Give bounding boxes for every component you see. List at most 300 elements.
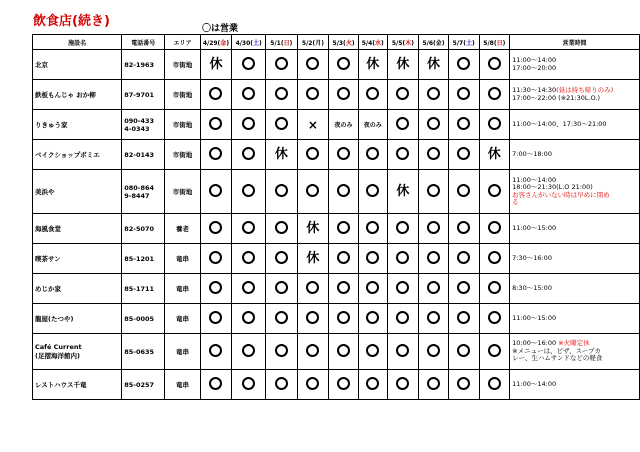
table-row bbox=[33, 140, 640, 170]
status-cell bbox=[329, 80, 359, 110]
status-cell bbox=[297, 304, 329, 334]
status-cell bbox=[297, 334, 329, 370]
hours-line: 11:00～15:00 bbox=[512, 223, 557, 232]
status-cell bbox=[329, 170, 359, 214]
status-cell bbox=[297, 274, 329, 304]
business-hours bbox=[510, 170, 640, 214]
status-cell bbox=[419, 370, 449, 400]
status-cell bbox=[200, 170, 232, 214]
open-circle-icon bbox=[209, 221, 222, 234]
hours-line: 8:30～15:00 bbox=[512, 283, 552, 292]
date-label: 5/2( bbox=[301, 39, 316, 47]
open-circle-icon bbox=[427, 377, 440, 390]
open-circle-icon bbox=[488, 221, 501, 234]
hours-line: お客さんがいない時は早めに閉め bbox=[512, 190, 610, 199]
header-area: エリア bbox=[165, 35, 200, 50]
status-cell bbox=[329, 110, 359, 140]
area-name: 市街地 bbox=[165, 140, 200, 170]
open-circle-icon bbox=[242, 87, 255, 100]
hours-line: ※メニューは、ピザ、スープカ bbox=[512, 346, 601, 355]
open-circle-icon bbox=[366, 251, 379, 264]
table-row bbox=[33, 214, 640, 244]
status-cell bbox=[200, 334, 232, 370]
weekday-label: 火 bbox=[345, 39, 352, 47]
weekday-label: 金 bbox=[220, 39, 227, 47]
closed-mark: 休 bbox=[306, 251, 320, 266]
weekday-label: 土 bbox=[253, 39, 260, 47]
open-circle-icon bbox=[275, 87, 288, 100]
restaurant-name: 龍屋(たつや) bbox=[33, 304, 122, 334]
open-circle-icon bbox=[242, 344, 255, 357]
hours-line: 18:00～21:30(L.O 21:00) bbox=[512, 183, 593, 191]
status-cell bbox=[387, 110, 419, 140]
area-name: 市街地 bbox=[165, 50, 200, 80]
status-cell bbox=[232, 170, 266, 214]
status-cell bbox=[387, 370, 419, 400]
status-cell bbox=[448, 50, 479, 80]
open-circle-icon bbox=[366, 221, 379, 234]
status-cell bbox=[329, 334, 359, 370]
status-cell bbox=[479, 140, 510, 170]
date-label: 5/7( bbox=[452, 39, 466, 47]
status-cell bbox=[200, 80, 232, 110]
open-circle-icon bbox=[306, 344, 319, 357]
open-circle-icon bbox=[427, 117, 440, 130]
status-cell bbox=[358, 170, 387, 214]
status-cell bbox=[479, 170, 510, 214]
date-label: 5/5( bbox=[391, 39, 406, 47]
status-cell bbox=[448, 110, 479, 140]
open-circle-icon bbox=[427, 184, 440, 197]
weekday-label: 金 bbox=[435, 39, 442, 47]
phone-number: 82-0143 bbox=[122, 140, 165, 170]
open-circle-icon bbox=[427, 281, 440, 294]
weekday-label: 月 bbox=[315, 39, 322, 47]
status-cell bbox=[479, 80, 510, 110]
area-name: 竜串 bbox=[165, 274, 200, 304]
status-cell bbox=[479, 304, 510, 334]
closed-mark: 休 bbox=[366, 57, 380, 72]
open-circle-icon bbox=[337, 377, 350, 390]
header-date: 4/29(金) bbox=[200, 35, 232, 50]
restaurant-name: りきゅう家 bbox=[33, 110, 122, 140]
hours-line: 11:30～14:30(昼は持ち帰りのみ) bbox=[512, 86, 614, 94]
open-circle-icon bbox=[337, 251, 350, 264]
phone-number: 85-1711 bbox=[122, 274, 165, 304]
header-date: 5/7(土) bbox=[448, 35, 479, 50]
status-cell bbox=[266, 140, 298, 170]
status-cell bbox=[200, 244, 232, 274]
area-name: 竜串 bbox=[165, 304, 200, 334]
open-circle-icon bbox=[488, 184, 501, 197]
status-cell bbox=[387, 214, 419, 244]
area-name: 市街地 bbox=[165, 170, 200, 214]
open-circle-icon bbox=[275, 311, 288, 324]
open-circle-icon bbox=[242, 57, 255, 70]
status-cell bbox=[358, 110, 387, 140]
open-circle-icon bbox=[396, 221, 409, 234]
open-circle-icon bbox=[209, 117, 222, 130]
table-row bbox=[33, 274, 640, 304]
status-cell bbox=[200, 274, 232, 304]
status-cell bbox=[266, 370, 298, 400]
status-cell bbox=[387, 140, 419, 170]
open-circle-icon bbox=[427, 87, 440, 100]
hours-line: 11:00～14:00 bbox=[512, 379, 557, 388]
status-cell bbox=[419, 110, 449, 140]
table-row bbox=[33, 244, 640, 274]
business-hours bbox=[510, 110, 640, 140]
open-circle-icon bbox=[209, 311, 222, 324]
status-cell bbox=[232, 140, 266, 170]
status-cell bbox=[329, 50, 359, 80]
open-circle-icon bbox=[306, 87, 319, 100]
status-cell bbox=[448, 334, 479, 370]
open-circle-icon bbox=[488, 377, 501, 390]
status-cell bbox=[266, 244, 298, 274]
open-circle-icon bbox=[306, 377, 319, 390]
status-cell bbox=[297, 80, 329, 110]
open-circle-icon bbox=[366, 311, 379, 324]
open-circle-icon bbox=[209, 377, 222, 390]
open-circle-icon bbox=[275, 344, 288, 357]
status-cell bbox=[419, 50, 449, 80]
restaurant-name: めじか家 bbox=[33, 274, 122, 304]
header-date: 5/1(日) bbox=[266, 35, 298, 50]
status-cell bbox=[358, 80, 387, 110]
open-circle-icon bbox=[396, 117, 409, 130]
date-label: 5/4( bbox=[361, 39, 376, 47]
table-row bbox=[33, 370, 640, 400]
restaurant-name: 海風食堂 bbox=[33, 214, 122, 244]
date-label: 4/30( bbox=[235, 39, 254, 47]
business-hours bbox=[510, 334, 640, 370]
open-circle-icon bbox=[242, 281, 255, 294]
open-circle-icon bbox=[457, 221, 470, 234]
page-title: 飲食店(続き) bbox=[33, 14, 110, 29]
open-circle-icon bbox=[457, 281, 470, 294]
open-circle-icon bbox=[457, 147, 470, 160]
weekday-label: 日 bbox=[496, 39, 503, 47]
header-date: 4/30(土) bbox=[232, 35, 266, 50]
open-circle-icon bbox=[275, 377, 288, 390]
restaurant-name: 鉄板もんじゃ おか柳 bbox=[33, 80, 122, 110]
business-hours bbox=[510, 80, 640, 110]
header-date: 5/8(日) bbox=[479, 35, 510, 50]
open-circle-icon bbox=[275, 281, 288, 294]
date-label: 4/29( bbox=[202, 39, 221, 47]
open-circle-icon bbox=[306, 311, 319, 324]
status-cell bbox=[200, 214, 232, 244]
status-cell bbox=[297, 50, 329, 80]
status-cell bbox=[266, 214, 298, 244]
status-cell bbox=[297, 170, 329, 214]
business-hours bbox=[510, 214, 640, 244]
area-name: 養老 bbox=[165, 214, 200, 244]
status-cell bbox=[419, 170, 449, 214]
table-row bbox=[33, 50, 640, 80]
hours-line: 11:00～14:00 bbox=[512, 175, 557, 184]
status-cell bbox=[266, 170, 298, 214]
table-row bbox=[33, 334, 640, 370]
status-cell bbox=[479, 214, 510, 244]
phone-number: 85-0005 bbox=[122, 304, 165, 334]
open-circle-icon bbox=[209, 281, 222, 294]
status-cell bbox=[232, 80, 266, 110]
table-row bbox=[33, 304, 640, 334]
status-cell bbox=[232, 334, 266, 370]
evening-only-mark: 夜のみ bbox=[363, 122, 382, 129]
status-cell bbox=[448, 80, 479, 110]
header-hours: 営業時間 bbox=[510, 35, 640, 50]
status-cell bbox=[358, 140, 387, 170]
status-cell bbox=[266, 50, 298, 80]
hours-line: 7:30～16:00 bbox=[512, 253, 552, 262]
open-circle-icon bbox=[488, 117, 501, 130]
weekday-label: 日 bbox=[283, 39, 290, 47]
evening-only-mark: 夜のみ bbox=[334, 122, 353, 129]
hours-line: 11:00～14:00 bbox=[512, 56, 557, 64]
status-cell bbox=[358, 370, 387, 400]
status-cell bbox=[358, 244, 387, 274]
open-circle-icon bbox=[366, 281, 379, 294]
status-cell bbox=[232, 304, 266, 334]
status-cell bbox=[266, 304, 298, 334]
status-cell bbox=[448, 214, 479, 244]
status-cell bbox=[448, 274, 479, 304]
open-circle-icon bbox=[242, 184, 255, 197]
status-cell bbox=[387, 274, 419, 304]
open-circle-icon bbox=[242, 147, 255, 160]
open-circle-icon bbox=[457, 251, 470, 264]
status-cell bbox=[387, 170, 419, 214]
restaurant-name: レストハウス千竜 bbox=[33, 370, 122, 400]
status-cell bbox=[387, 304, 419, 334]
open-circle-icon bbox=[366, 377, 379, 390]
closed-mark: 休 bbox=[427, 57, 441, 72]
restaurant-name: 美浜や bbox=[33, 170, 122, 214]
status-cell bbox=[358, 214, 387, 244]
status-cell bbox=[232, 110, 266, 140]
status-cell bbox=[479, 110, 510, 140]
status-cell bbox=[387, 334, 419, 370]
status-cell bbox=[329, 370, 359, 400]
status-cell bbox=[448, 170, 479, 214]
status-cell bbox=[266, 274, 298, 304]
business-hours bbox=[510, 304, 640, 334]
closed-mark: 休 bbox=[487, 147, 501, 162]
open-circle-icon bbox=[337, 311, 350, 324]
hours-line: 17:00～20:00 bbox=[512, 63, 557, 72]
open-circle-icon bbox=[275, 117, 288, 130]
status-cell bbox=[479, 274, 510, 304]
open-circle-icon bbox=[209, 344, 222, 357]
hours-line: 11:00～14:00、17:30～21:00 bbox=[512, 119, 607, 128]
status-cell bbox=[387, 80, 419, 110]
header-date: 5/2(月) bbox=[297, 35, 329, 50]
status-cell bbox=[419, 140, 449, 170]
table-row bbox=[33, 80, 640, 110]
open-circle-icon bbox=[242, 251, 255, 264]
open-circle-icon bbox=[337, 87, 350, 100]
open-circle-icon bbox=[242, 221, 255, 234]
open-circle-icon bbox=[366, 184, 379, 197]
status-cell bbox=[297, 214, 329, 244]
open-circle-icon bbox=[275, 221, 288, 234]
open-circle-icon bbox=[427, 221, 440, 234]
status-cell bbox=[448, 244, 479, 274]
table-row bbox=[33, 170, 640, 214]
cross-mark: × bbox=[307, 117, 318, 132]
open-circle-icon bbox=[427, 251, 440, 264]
status-cell bbox=[297, 370, 329, 400]
date-label: 5/3( bbox=[332, 39, 346, 47]
status-cell bbox=[419, 334, 449, 370]
open-circle-icon bbox=[366, 147, 379, 160]
status-cell bbox=[358, 334, 387, 370]
area-name: 竜串 bbox=[165, 370, 200, 400]
header-name: 施設名 bbox=[33, 35, 122, 50]
open-circle-icon bbox=[337, 221, 350, 234]
status-cell bbox=[232, 50, 266, 80]
closed-mark: 休 bbox=[396, 57, 410, 72]
status-cell bbox=[479, 370, 510, 400]
open-circle-icon bbox=[457, 184, 470, 197]
header-date: 5/6(金) bbox=[419, 35, 449, 50]
open-circle-icon bbox=[306, 147, 319, 160]
status-cell bbox=[329, 244, 359, 274]
open-circle-icon bbox=[396, 251, 409, 264]
status-cell bbox=[419, 244, 449, 274]
open-circle-icon bbox=[366, 87, 379, 100]
closed-mark: 休 bbox=[396, 184, 410, 199]
status-cell bbox=[479, 244, 510, 274]
open-circle-icon bbox=[275, 184, 288, 197]
business-hours bbox=[510, 140, 640, 170]
phone-number: 82-1963 bbox=[122, 50, 165, 80]
open-circle-icon bbox=[396, 147, 409, 160]
open-circle-icon bbox=[209, 184, 222, 197]
status-cell bbox=[479, 50, 510, 80]
open-circle-icon bbox=[242, 311, 255, 324]
status-cell bbox=[419, 274, 449, 304]
phone-number: 090-4334-0343 bbox=[122, 110, 165, 140]
open-circle-icon bbox=[488, 251, 501, 264]
hours-line: る bbox=[512, 198, 519, 206]
status-cell bbox=[266, 80, 298, 110]
status-cell bbox=[358, 50, 387, 80]
phone-number: 85-0257 bbox=[122, 370, 165, 400]
open-circle-icon bbox=[275, 251, 288, 264]
header-tel: 電話番号 bbox=[122, 35, 165, 50]
open-circle-icon bbox=[337, 281, 350, 294]
status-cell bbox=[200, 50, 232, 80]
hours-line: レー、生ハムサンドなどの軽食 bbox=[512, 354, 603, 363]
restaurant-name: 北京 bbox=[33, 50, 122, 80]
status-cell bbox=[358, 304, 387, 334]
status-cell bbox=[297, 140, 329, 170]
status-cell bbox=[329, 274, 359, 304]
open-circle-icon bbox=[242, 377, 255, 390]
date-label: 5/8( bbox=[483, 39, 497, 47]
status-cell bbox=[200, 140, 232, 170]
open-circle-icon bbox=[427, 311, 440, 324]
open-circle-icon bbox=[396, 311, 409, 324]
hours-line: 10:00～16:00 ※火曜定休 bbox=[512, 339, 590, 348]
open-circle-icon bbox=[488, 281, 501, 294]
status-cell bbox=[200, 370, 232, 400]
open-circle-icon bbox=[337, 57, 350, 70]
open-circle-icon bbox=[488, 57, 501, 70]
status-cell bbox=[358, 274, 387, 304]
business-hours bbox=[510, 244, 640, 274]
open-circle-icon bbox=[306, 281, 319, 294]
open-circle-icon bbox=[306, 57, 319, 70]
status-cell bbox=[297, 244, 329, 274]
phone-number: 87-9701 bbox=[122, 80, 165, 110]
hours-line: 7:00～18:00 bbox=[512, 149, 552, 158]
open-circle-icon bbox=[488, 87, 501, 100]
status-cell bbox=[200, 304, 232, 334]
open-circle-icon bbox=[337, 184, 350, 197]
status-cell bbox=[419, 214, 449, 244]
date-label: 5/6( bbox=[422, 39, 436, 47]
status-cell bbox=[387, 244, 419, 274]
status-cell bbox=[419, 80, 449, 110]
area-name: 竜串 bbox=[165, 334, 200, 370]
open-circle-icon bbox=[457, 117, 470, 130]
table-body bbox=[33, 50, 640, 400]
status-cell bbox=[387, 50, 419, 80]
closed-mark: 休 bbox=[274, 147, 288, 162]
open-circle-icon bbox=[396, 377, 409, 390]
hours-line: 11:00～15:00 bbox=[512, 313, 557, 322]
open-circle-icon bbox=[337, 147, 350, 160]
hours-line: 17:00～22:00 (※21:30L.O.) bbox=[512, 93, 601, 102]
phone-number: 080-8649-8447 bbox=[122, 170, 165, 214]
business-hours bbox=[510, 370, 640, 400]
status-cell bbox=[200, 110, 232, 140]
status-cell bbox=[266, 334, 298, 370]
header-date: 5/5(木) bbox=[387, 35, 419, 50]
weekday-label: 木 bbox=[405, 39, 412, 47]
open-circle-icon bbox=[488, 344, 501, 357]
open-circle-icon bbox=[396, 87, 409, 100]
open-circle-icon bbox=[242, 117, 255, 130]
open-circle-icon bbox=[457, 377, 470, 390]
area-name: 市街地 bbox=[165, 110, 200, 140]
status-cell bbox=[297, 110, 329, 140]
legend-note: 〇は営業 bbox=[202, 24, 239, 34]
open-circle-icon bbox=[209, 87, 222, 100]
open-circle-icon bbox=[457, 344, 470, 357]
open-circle-icon bbox=[457, 57, 470, 70]
status-cell bbox=[448, 140, 479, 170]
open-circle-icon bbox=[337, 344, 350, 357]
open-circle-icon bbox=[209, 147, 222, 160]
area-name: 竜串 bbox=[165, 244, 200, 274]
header-date: 5/3(火) bbox=[329, 35, 359, 50]
table-row bbox=[33, 110, 640, 140]
status-cell bbox=[329, 214, 359, 244]
weekday-label: 土 bbox=[465, 39, 472, 47]
closed-mark: 休 bbox=[209, 57, 223, 72]
status-cell bbox=[266, 110, 298, 140]
open-circle-icon bbox=[275, 57, 288, 70]
open-circle-icon bbox=[457, 87, 470, 100]
phone-number: 82-5070 bbox=[122, 214, 165, 244]
status-cell bbox=[448, 304, 479, 334]
